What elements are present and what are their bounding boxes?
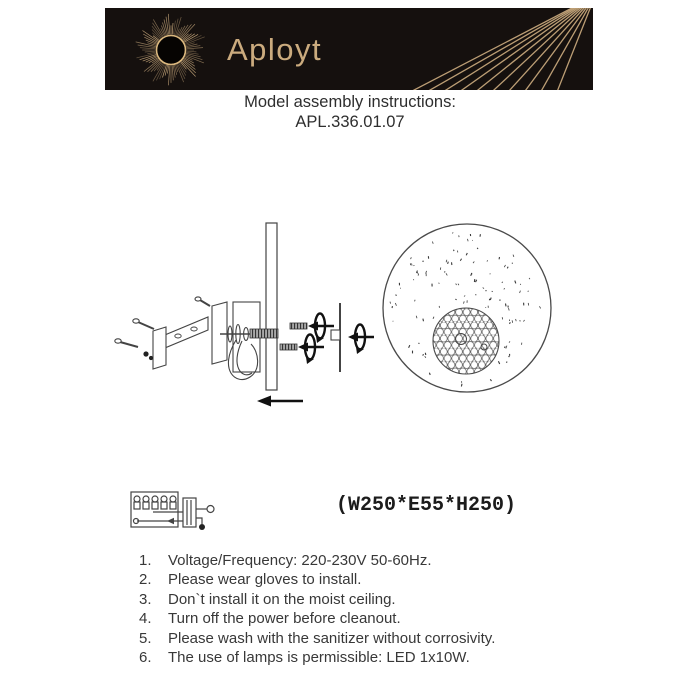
backplate — [212, 302, 227, 364]
dimensions-label: (W250*E55*H250) — [336, 494, 517, 517]
instructions-list — [139, 551, 599, 667]
instruction-item: 2. Please wear gloves to install. — [139, 571, 362, 589]
instruction-item: 6. The use of lamps is permissible: LED 1x10W. — [139, 649, 470, 667]
instruction-item: 5. Please wash with the sanitizer without corrosivity. — [139, 629, 496, 647]
subheader — [0, 93, 700, 132]
direction-arrow — [257, 396, 303, 407]
corner-rays-icon — [357, 8, 593, 90]
wiring-diagram — [123, 482, 227, 540]
assembly-diagram — [60, 190, 580, 430]
starburst-logo-icon — [105, 8, 237, 90]
instruction-item: 1. Voltage/Frequency: 220-230V 50-60Hz. — [139, 552, 432, 569]
model-number: APL.336.01.07 — [295, 112, 405, 131]
sheet-title: Model assembly instructions: — [244, 93, 456, 111]
brand-name: Aployt — [227, 32, 323, 67]
screw-rotation-top — [290, 314, 334, 344]
instruction-item: 3. Don`t install it on the moist ceiling. — [139, 590, 396, 608]
lamp-panel — [383, 224, 551, 392]
brand-banner — [105, 8, 593, 90]
instruction-item: 4. Turn off the power before cleanout. — [139, 610, 401, 628]
threaded-rod — [250, 329, 278, 338]
disc-rotation — [331, 303, 374, 372]
wall-bracket — [115, 297, 210, 369]
